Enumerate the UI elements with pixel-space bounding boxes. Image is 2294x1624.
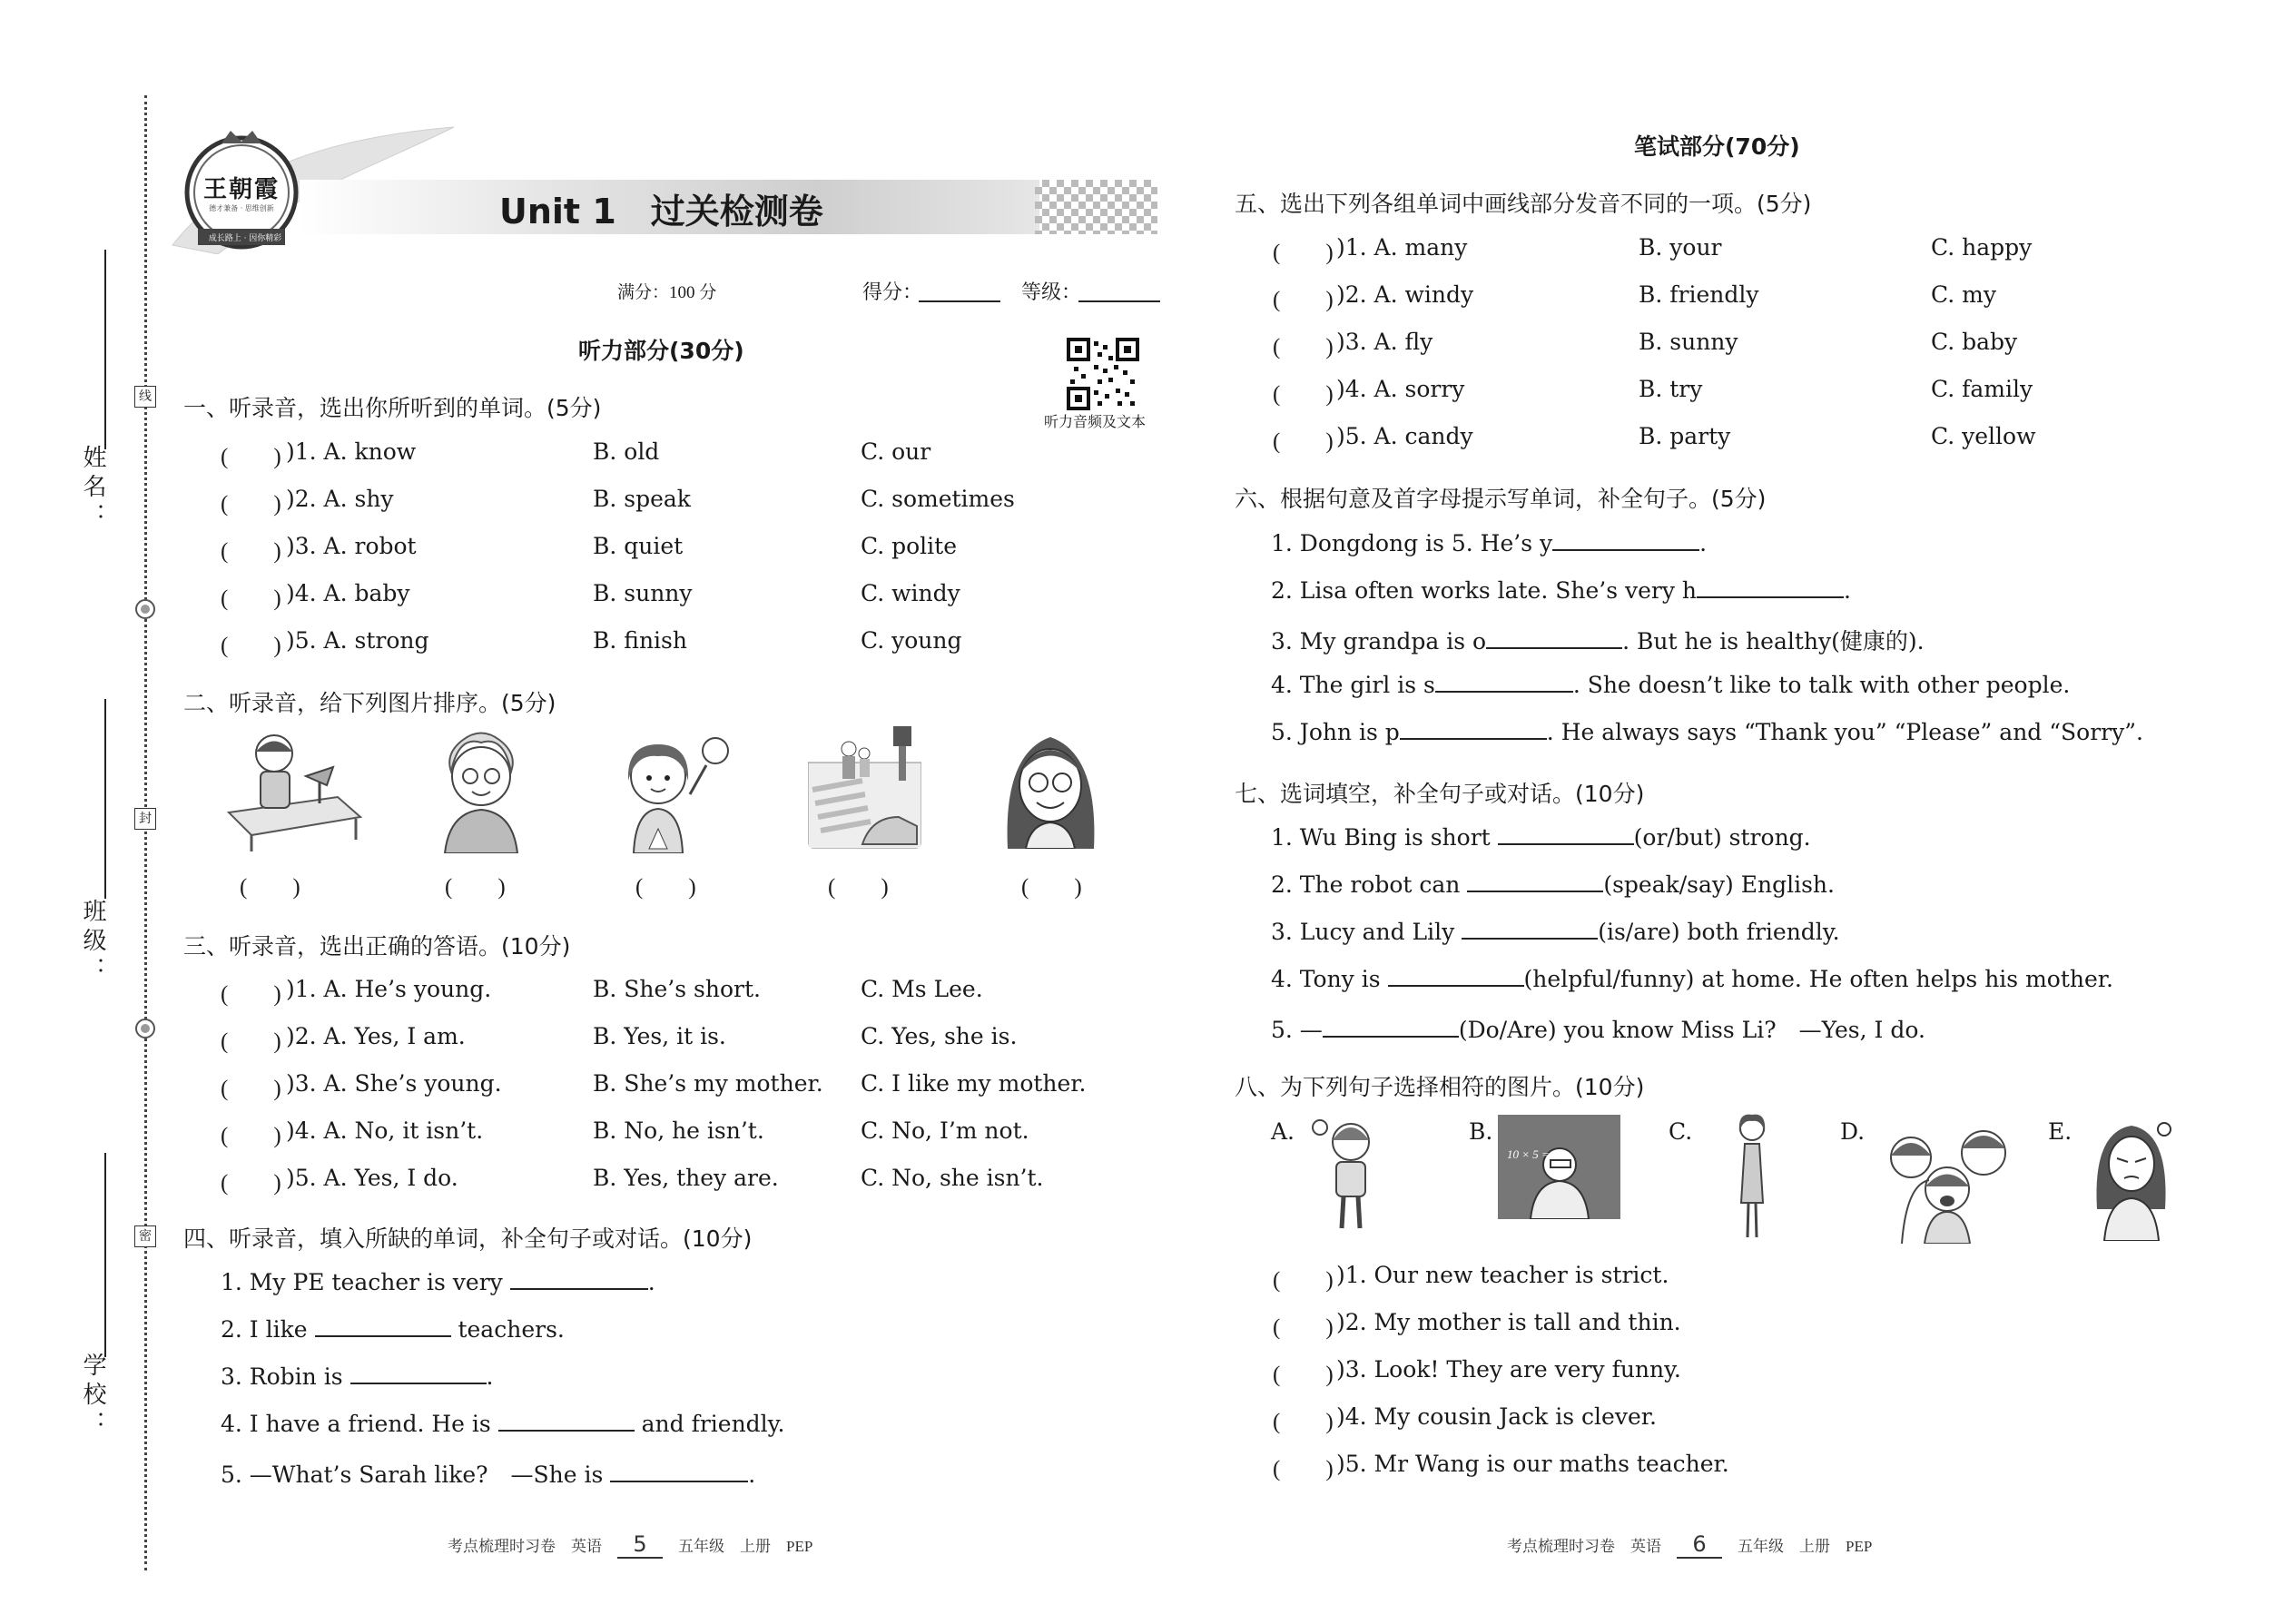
sentence: )1. Our new teacher is strict. <box>1336 1262 1669 1288</box>
section-7-heading: 七、选词填空，补全句子或对话。(10分) <box>1235 781 1645 807</box>
s6-item-1 <box>1271 529 1707 556</box>
name-underline <box>104 250 106 449</box>
qr-caption: 听力音频及文本 <box>1044 413 1147 430</box>
footer-right <box>1507 1531 1872 1559</box>
answer-paren[interactable]: ( ) <box>221 982 281 1007</box>
name-label: 姓名： <box>79 445 106 532</box>
binding-hole-top <box>135 599 155 619</box>
option-b: B. She’s my mother. <box>593 1070 823 1097</box>
option-a: )4. A. baby <box>286 580 410 606</box>
option-b: B. finish <box>593 627 687 654</box>
sentence-start: 1. Wu Bing is short <box>1271 824 1491 851</box>
full-score: 满分：100 分 <box>617 283 717 302</box>
sentence-start: 5. John is p <box>1271 719 1400 745</box>
footer-subject: 英语 <box>1630 1538 1661 1555</box>
option-c: C. family <box>1931 376 2033 402</box>
grade-input[interactable] <box>1078 281 1160 302</box>
picture-a-clever-boy <box>1307 1115 1389 1233</box>
logo-tagline: 德才兼备 · 思维创新 <box>209 204 274 212</box>
grade-label: 等级： <box>1021 281 1082 304</box>
fill-blank[interactable] <box>498 1410 635 1432</box>
pic-paren-3[interactable]: ( ) <box>635 875 696 900</box>
option-a: )5. A. strong <box>286 627 429 654</box>
sentence-start: 4. The girl is s <box>1271 672 1435 698</box>
option-c: C. our <box>861 438 931 465</box>
option-c: C. No, I’m not. <box>861 1117 1029 1144</box>
answer-paren[interactable]: ( ) <box>221 1124 281 1148</box>
option-a: )4. A. sorry <box>1336 376 1465 402</box>
section-3-heading: 三、听录音，选出正确的答语。(10分) <box>183 933 571 960</box>
s7-item-3 <box>1271 918 1840 945</box>
footer-edition: PEP <box>786 1538 813 1555</box>
sentence-start: 1. Dongdong is 5. He’s y <box>1271 530 1553 556</box>
sentence: )2. My mother is tall and thin. <box>1336 1309 1681 1335</box>
option-c: C. Ms Lee. <box>861 976 983 1002</box>
s7-item-2 <box>1271 871 1835 898</box>
sentence-start: 2. Lisa often works late. She’s very h <box>1271 577 1698 604</box>
fill-blank[interactable] <box>1486 627 1622 649</box>
binding-hole-bottom <box>135 1019 155 1038</box>
logo-brand: 王朝霞 <box>202 176 280 203</box>
fill-blank[interactable] <box>1400 718 1547 740</box>
fill-blank[interactable] <box>1323 1016 1459 1038</box>
answer-paren[interactable]: ( ) <box>221 492 281 517</box>
answer-paren[interactable]: ( ) <box>221 1029 281 1054</box>
sentence: )5. Mr Wang is our maths teacher. <box>1336 1451 1729 1477</box>
sentence: )3. Look! They are very funny. <box>1336 1356 1681 1383</box>
logo-ribbon-text: 成长路上 · 因你精彩 <box>208 234 282 243</box>
pic-paren-4[interactable]: ( ) <box>828 875 889 900</box>
answer-paren[interactable]: ( ) <box>1273 382 1334 407</box>
page-title: Unit 1 过关检测卷 <box>499 192 823 231</box>
writing-title: 笔试部分(70分) <box>1634 133 1800 160</box>
footer-grade: 五年级 <box>678 1538 724 1555</box>
s6-item-2 <box>1271 576 1851 604</box>
school-underline <box>104 1153 106 1357</box>
sentence-start: 5. —What’s Sarah like? —She is <box>221 1462 604 1488</box>
sentence-end: . <box>748 1462 756 1488</box>
listening-title: 听力部分(30分) <box>578 338 744 364</box>
sentence-start: 3. My grandpa is o <box>1271 628 1487 655</box>
sentence-start: 4. Tony is <box>1271 966 1381 992</box>
option-a: )3. A. robot <box>286 533 417 559</box>
pic-letter-a: A. <box>1271 1118 1295 1145</box>
s4-item-5 <box>221 1457 755 1490</box>
option-b: B. No, he isn’t. <box>593 1117 764 1144</box>
fill-blank[interactable] <box>1435 671 1573 693</box>
answer-paren[interactable]: ( ) <box>1273 429 1334 454</box>
answer-paren[interactable]: ( ) <box>221 445 281 469</box>
section-8-heading: 八、为下列句子选择相符的图片。(10分) <box>1235 1074 1645 1100</box>
option-a: )1. A. He’s young. <box>286 976 492 1002</box>
answer-paren[interactable]: ( ) <box>1273 288 1334 312</box>
footer-book: 考点梳理时习卷 <box>1507 1538 1615 1555</box>
binding-box-secret: 密 <box>134 1225 156 1247</box>
answer-paren[interactable]: ( ) <box>1273 1457 1334 1481</box>
option-b: B. Yes, it is. <box>593 1023 726 1049</box>
option-a: )2. A. windy <box>1336 281 1474 308</box>
option-b: B. friendly <box>1639 281 1759 308</box>
pic-letter-b: B. <box>1469 1118 1493 1145</box>
sentence-start: 5. — <box>1271 1017 1323 1043</box>
sentence-end: (helpful/funny) at home. He often helps his mother. <box>1523 966 2113 992</box>
s4-item-4 <box>221 1410 784 1437</box>
option-c: C. young <box>861 627 962 654</box>
section-2-heading: 二、听录音，给下列图片排序。(5分) <box>183 690 556 716</box>
s6-item-4 <box>1271 671 2070 698</box>
s4-item-1 <box>221 1268 655 1295</box>
sentence-end: (speak/say) English. <box>1603 871 1835 898</box>
picture-woman-with-glasses <box>999 726 1103 849</box>
s4-item-3 <box>221 1363 493 1390</box>
footer-term: 上册 <box>740 1538 771 1555</box>
section-6-heading: 六、根据句意及首字母提示写单词，补全句子。(5分) <box>1235 486 1767 512</box>
s7-item-4 <box>1271 965 2113 992</box>
option-a: )5. A. candy <box>1336 423 1473 449</box>
score-label: 得分： <box>862 281 923 304</box>
sentence-end: . <box>1844 577 1851 604</box>
binding-dotted-line <box>144 95 147 1570</box>
footer-book: 考点梳理时习卷 <box>448 1538 556 1555</box>
picture-crossing-road <box>808 726 921 849</box>
picture-grandma <box>431 726 531 853</box>
sentence-end: . He always says “Thank you” “Please” and “Sorry”. <box>1546 719 2143 745</box>
s4-item-2 <box>221 1315 565 1343</box>
checker-pattern <box>1035 180 1157 234</box>
s7-item-5 <box>1271 1012 1925 1045</box>
fill-blank[interactable] <box>1467 871 1603 892</box>
fill-blank[interactable] <box>1697 576 1844 598</box>
picture-girl-with-idea <box>608 731 735 853</box>
option-b: B. quiet <box>593 533 684 559</box>
sentence: )4. My cousin Jack is clever. <box>1336 1403 1657 1430</box>
sentence-start: 2. I like <box>221 1316 308 1343</box>
sentence-end: (or/but) strong. <box>1633 824 1811 851</box>
footer-grade: 五年级 <box>1738 1538 1784 1555</box>
sentence-end: (is/are) both friendly. <box>1598 919 1840 945</box>
picture-d-funny-children <box>1875 1121 2029 1244</box>
fill-blank[interactable] <box>610 1461 748 1482</box>
answer-paren[interactable]: ( ) <box>1273 335 1334 359</box>
fill-blank[interactable] <box>1552 529 1699 551</box>
page-number: 5 <box>617 1531 663 1559</box>
pic-paren-5[interactable]: ( ) <box>1021 875 1082 900</box>
binding-box-line: 线 <box>134 386 156 408</box>
answer-paren[interactable]: ( ) <box>221 1077 281 1101</box>
option-c: C. happy <box>1931 234 2033 261</box>
pic-letter-c: C. <box>1669 1118 1693 1145</box>
option-a: )1. A. many <box>1336 234 1468 261</box>
option-b: B. Yes, they are. <box>593 1165 779 1191</box>
picture-e-strict-teacher <box>2088 1118 2174 1241</box>
section-1-heading: 一、听录音，选出你所听到的单词。(5分) <box>183 395 602 421</box>
s6-item-5 <box>1271 718 2143 745</box>
footer-left <box>448 1531 812 1559</box>
score-input[interactable] <box>919 281 1000 302</box>
fill-blank[interactable] <box>510 1268 648 1290</box>
answer-paren[interactable]: ( ) <box>1273 1268 1334 1293</box>
option-a: )4. A. No, it isn’t. <box>286 1117 484 1144</box>
sentence-start: 1. My PE teacher is very <box>221 1269 503 1295</box>
option-a: )5. A. Yes, I do. <box>286 1165 458 1191</box>
option-b: B. party <box>1639 423 1731 449</box>
class-label: 班级： <box>79 899 106 986</box>
answer-paren[interactable]: ( ) <box>1273 241 1334 265</box>
option-c: C. yellow <box>1931 423 2036 449</box>
answer-paren[interactable]: ( ) <box>1273 1410 1334 1434</box>
pic-paren-1[interactable]: ( ) <box>240 875 300 900</box>
fill-blank[interactable] <box>1498 823 1634 845</box>
option-c: C. baby <box>1931 329 2018 355</box>
answer-paren[interactable]: ( ) <box>221 539 281 564</box>
option-c: C. windy <box>861 580 960 606</box>
footer-edition: PEP <box>1846 1538 1873 1555</box>
option-b: B. speak <box>593 486 691 512</box>
footer-subject: 英语 <box>571 1538 602 1555</box>
section-4-heading: 四、听录音，填入所缺的单词，补全句子或对话。(10分) <box>183 1225 753 1252</box>
option-c: C. polite <box>861 533 958 559</box>
option-c: C. my <box>1931 281 1996 308</box>
s6-item-3 <box>1271 624 1925 656</box>
picture-b-maths-teacher <box>1498 1115 1620 1219</box>
s7-item-1 <box>1271 823 1811 851</box>
option-a: )2. A. shy <box>286 486 394 512</box>
sentence-start: 4. I have a friend. He is <box>221 1411 491 1437</box>
answer-paren[interactable]: ( ) <box>221 1171 281 1196</box>
option-b: B. try <box>1639 376 1703 402</box>
fill-blank[interactable] <box>1462 918 1598 940</box>
sentence-end: and friendly. <box>641 1411 785 1437</box>
sentence-start: 2. The robot can <box>1271 871 1461 898</box>
answer-paren[interactable]: ( ) <box>1273 1315 1334 1340</box>
fill-blank[interactable] <box>350 1363 487 1384</box>
sentence-end: . But he is healthy(健康的). <box>1622 628 1925 655</box>
option-b: B. sunny <box>1639 329 1738 355</box>
board-text: 10 × 5 = 50 <box>1507 1147 1565 1161</box>
answer-paren[interactable]: ( ) <box>221 634 281 658</box>
pic-paren-2[interactable]: ( ) <box>445 875 506 900</box>
option-a: )1. A. know <box>286 438 417 465</box>
option-c: C. No, she isn’t. <box>861 1165 1044 1191</box>
option-a: )2. A. Yes, I am. <box>286 1023 466 1049</box>
sentence-end: . <box>1699 530 1708 556</box>
option-b: B. old <box>593 438 660 465</box>
school-label: 学校： <box>79 1353 106 1440</box>
qr-code[interactable] <box>1067 338 1139 410</box>
sentence-end: . She doesn’t like to talk with other people. <box>1572 672 2071 698</box>
sentence-end: teachers. <box>458 1316 565 1343</box>
sentence-end: (Do/Are) you know Miss Li? —Yes, I do. <box>1458 1017 1925 1043</box>
class-underline <box>104 699 106 899</box>
fill-blank[interactable] <box>1388 965 1524 987</box>
option-b: B. She’s short. <box>593 976 761 1002</box>
sentence-start: 3. Robin is <box>221 1363 343 1390</box>
pic-letter-e: E. <box>2048 1118 2072 1145</box>
fill-blank[interactable] <box>315 1315 451 1337</box>
sentence-end: . <box>486 1363 494 1390</box>
option-b: B. your <box>1639 234 1722 261</box>
option-a: )3. A. fly <box>1336 329 1433 355</box>
sentence-end: . <box>647 1269 655 1295</box>
picture-c-tall-thin-woman <box>1725 1112 1779 1239</box>
pic-letter-d: D. <box>1840 1118 1866 1145</box>
option-c: C. sometimes <box>861 486 1015 512</box>
page-number: 6 <box>1677 1531 1722 1559</box>
option-c: C. I like my mother. <box>861 1070 1087 1097</box>
option-b: B. sunny <box>593 580 693 606</box>
binding-box-seal: 封 <box>134 808 156 830</box>
picture-boy-at-desk <box>220 726 365 853</box>
answer-paren[interactable]: ( ) <box>221 586 281 611</box>
option-a: )3. A. She’s young. <box>286 1070 502 1097</box>
answer-paren[interactable]: ( ) <box>1273 1363 1334 1387</box>
section-5-heading: 五、选出下列各组单词中画线部分发音不同的一项。(5分) <box>1235 191 1812 217</box>
option-c: C. Yes, she is. <box>861 1023 1018 1049</box>
footer-term: 上册 <box>1799 1538 1830 1555</box>
sentence-start: 3. Lucy and Lily <box>1271 919 1455 945</box>
